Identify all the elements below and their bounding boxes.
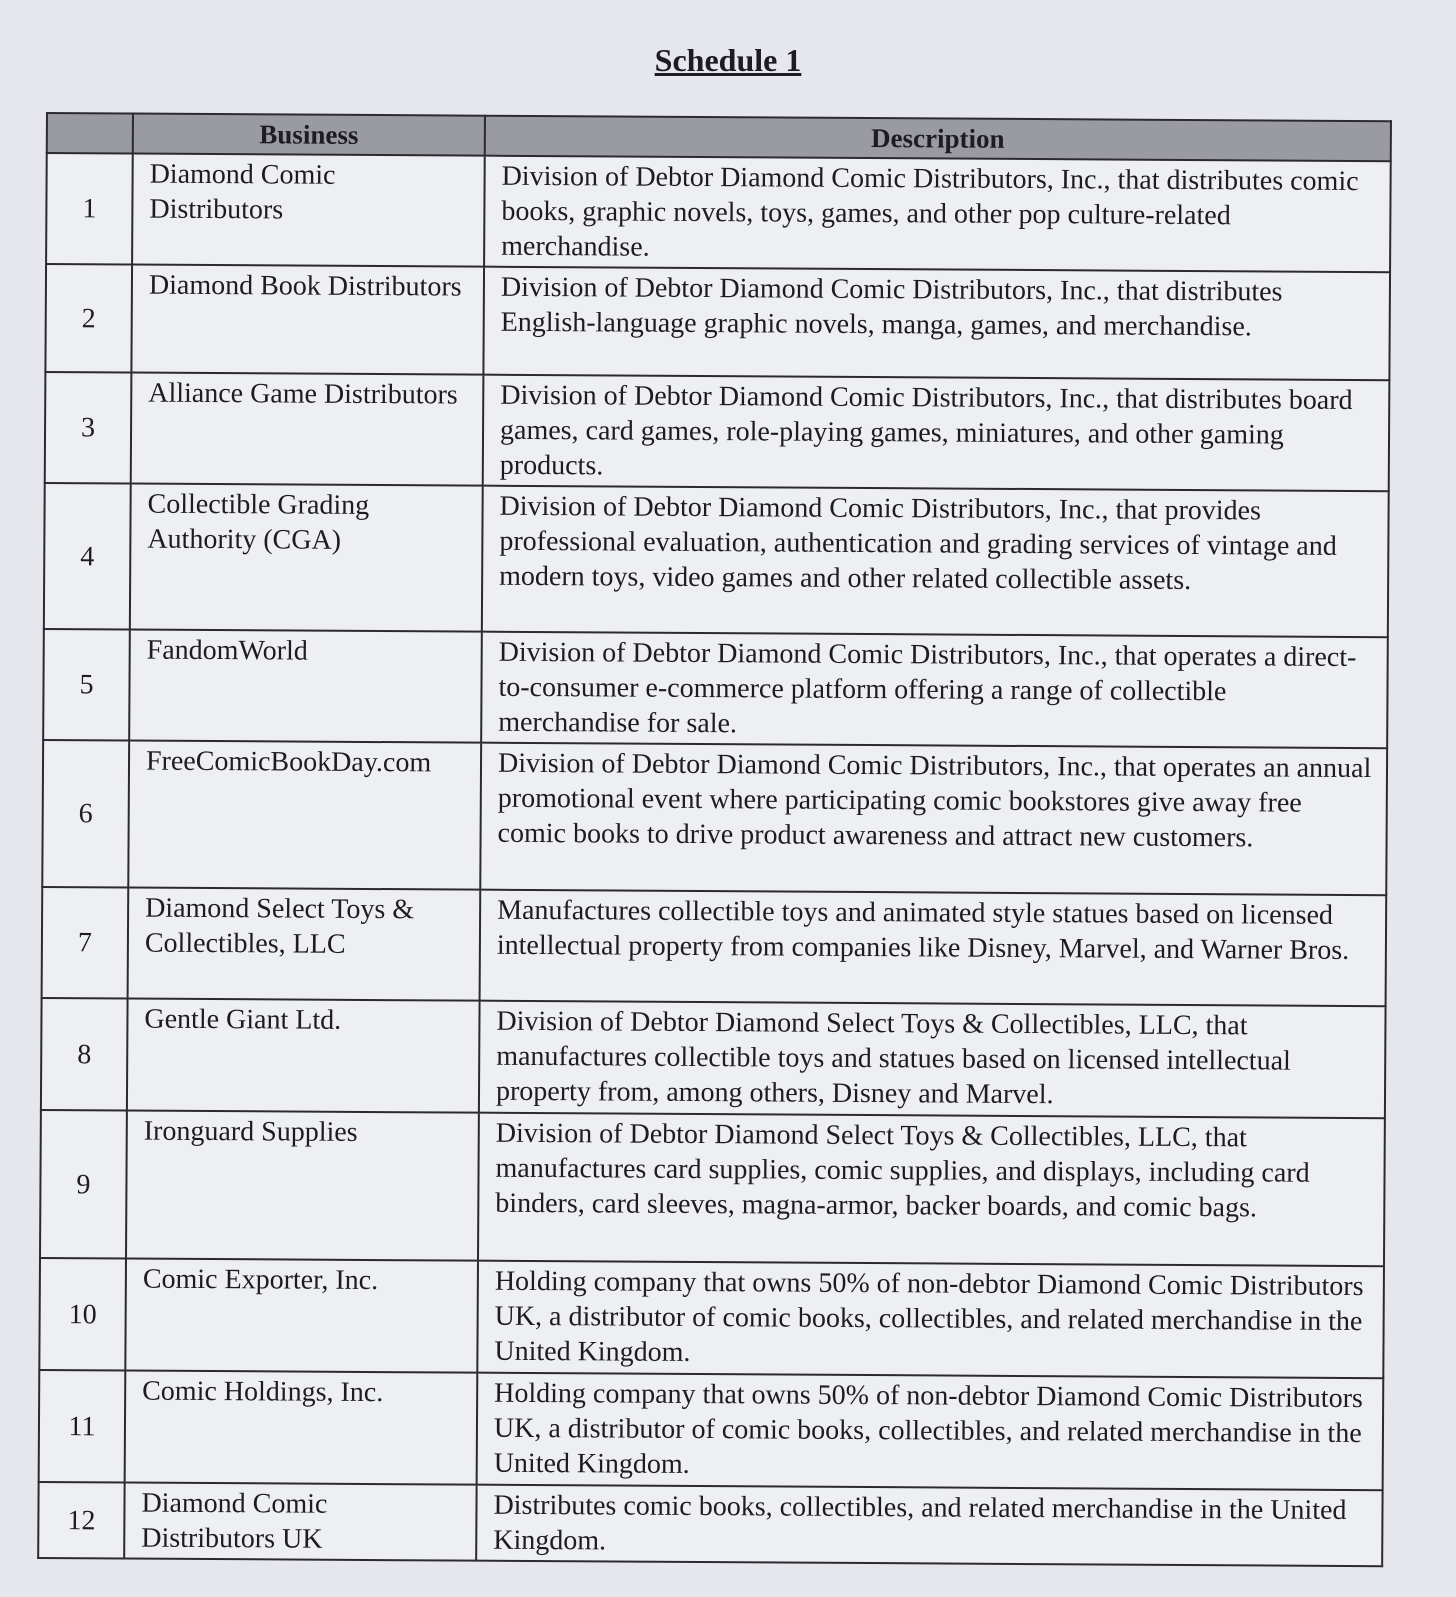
row-number: 1 xyxy=(46,153,133,265)
table-row xyxy=(43,629,1388,748)
table-row xyxy=(39,1258,1384,1378)
business-name: Alliance Game Distributors xyxy=(131,373,484,486)
row-number: 6 xyxy=(42,740,129,888)
schedule-table xyxy=(37,112,1392,1567)
table-row xyxy=(39,1370,1384,1490)
row-number: 8 xyxy=(41,998,128,1111)
table-row xyxy=(45,264,1390,380)
page-title xyxy=(0,42,1456,79)
table-row xyxy=(42,887,1387,1006)
row-number: 11 xyxy=(39,1370,126,1483)
business-description: Division of Debtor Diamond Comic Distributors, Inc., that operates a direct-to-consumer e-commerce platform offering a range of collectible merchandise for sale. xyxy=(481,632,1388,749)
business-name: Comic Exporter, Inc. xyxy=(125,1259,478,1373)
business-name: Gentle Giant Ltd. xyxy=(127,999,480,1113)
business-description: Division of Debtor Diamond Comic Distributors, Inc., that distributes English-language graphic novels, manga, games, and merchandise. xyxy=(483,267,1390,381)
business-name: FreeComicBookDay.com xyxy=(128,741,481,890)
schedule-title: Schedule 1 xyxy=(654,42,802,78)
business-description: Division of Debtor Diamond Select Toys & Collectibles, LLC, that manufactures collectible toys and statues based on licensed intellectual property from, among others, Disney and Marvel. xyxy=(479,1001,1386,1119)
row-number: 4 xyxy=(44,483,131,630)
table-row xyxy=(42,740,1387,895)
table-row xyxy=(40,1110,1385,1266)
business-description: Division of Debtor Diamond Select Toys & Collectibles, LLC, that manufactures card supplies, comic supplies, and displays, including card binders, card sleeves, magna-armor, backer boards, and comic bags. xyxy=(478,1113,1385,1267)
business-name: Collectible Grading Authority (CGA) xyxy=(130,484,483,632)
row-number: 5 xyxy=(43,629,130,741)
row-number: 10 xyxy=(39,1258,126,1371)
business-name: Diamond Comic Distributors UK xyxy=(124,1483,476,1561)
header-business: Business xyxy=(133,114,485,156)
business-description: Division of Debtor Diamond Comic Distributors, Inc., that provides professional evaluation, authentication and grading services of vintage and modern toys, video games and other related collectible assets. xyxy=(482,486,1389,638)
table-row xyxy=(46,153,1391,272)
business-description: Holding company that owns 50% of non-debtor Diamond Comic Distributors UK, a distributor of comic books, collectibles, and related merchandise in the United Kingdom. xyxy=(477,1261,1384,1379)
row-number: 7 xyxy=(42,887,129,999)
business-description: Division of Debtor Diamond Comic Distributors, Inc., that operates an annual promotional event where participating comic bookstores give away free comic books to drive product awareness and attract new customers. xyxy=(480,743,1387,896)
header-description: Description xyxy=(485,116,1391,162)
business-name: FandomWorld xyxy=(129,630,482,743)
table-row xyxy=(44,483,1389,637)
row-number: 2 xyxy=(45,264,132,373)
table-row xyxy=(38,1482,1382,1566)
business-description: Distributes comic books, collectibles, and related merchandise in the United Kingdom. xyxy=(476,1485,1382,1567)
business-name: Diamond Select Toys & Collectibles, LLC xyxy=(128,888,481,1001)
table-row xyxy=(41,998,1386,1118)
row-number: 12 xyxy=(38,1482,124,1559)
business-name: Comic Holdings, Inc. xyxy=(125,1371,478,1485)
row-number: 3 xyxy=(45,372,132,484)
business-name: Ironguard Supplies xyxy=(126,1111,479,1261)
table-row xyxy=(45,372,1390,491)
business-name: Diamond Comic Distributors xyxy=(132,154,485,267)
business-description: Manufactures collectible toys and animated style statues based on licensed intellectual property from companies like Disney, Marvel, and Warner Bros. xyxy=(480,890,1387,1007)
business-description: Holding company that owns 50% of non-debtor Diamond Comic Distributors UK, a distributor of comic books, collectibles, and related merchandise in the United Kingdom. xyxy=(477,1373,1384,1491)
business-description: Division of Debtor Diamond Comic Distributors, Inc., that distributes comic books, graphic novels, toys, games, and other pop culture-related merchandise. xyxy=(484,156,1391,273)
business-name: Diamond Book Distributors xyxy=(131,265,484,375)
header-number xyxy=(47,113,133,154)
business-description: Division of Debtor Diamond Comic Distributors, Inc., that distributes board games, card games, role-playing games, miniatures, and other gaming products. xyxy=(483,375,1390,492)
row-number: 9 xyxy=(40,1110,127,1259)
